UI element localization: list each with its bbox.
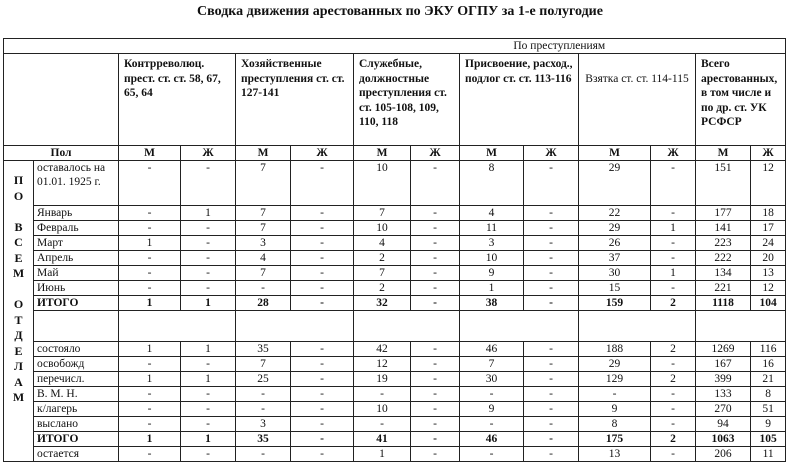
value-cell: - <box>524 417 579 432</box>
category-header: Служебные, должностные преступления ст. ст. 105-108, 109, 110, 118 <box>354 54 460 146</box>
blank-cell <box>696 311 786 342</box>
sex-f-header: Ж <box>524 146 579 161</box>
value-cell: 7 <box>236 161 291 206</box>
table-row <box>4 266 786 281</box>
value-cell: - <box>411 221 460 236</box>
value-cell: - <box>236 447 291 462</box>
value-cell: - <box>119 417 181 432</box>
value-cell: 10 <box>460 251 524 266</box>
value-cell: - <box>579 387 651 402</box>
value-cell: - <box>119 221 181 236</box>
table-row <box>4 402 786 417</box>
table-row <box>4 342 786 357</box>
value-cell: - <box>651 236 696 251</box>
value-cell: - <box>524 266 579 281</box>
blank-cell <box>236 311 354 342</box>
value-cell: 1 <box>651 221 696 236</box>
value-cell: - <box>651 447 696 462</box>
table-row <box>4 447 786 462</box>
value-cell: - <box>460 447 524 462</box>
value-cell: - <box>411 357 460 372</box>
value-cell: - <box>181 387 236 402</box>
blank-cell <box>119 311 236 342</box>
value-cell: - <box>411 372 460 387</box>
value-cell: 2 <box>354 251 411 266</box>
value-cell: - <box>291 402 354 417</box>
value-cell: 188 <box>579 342 651 357</box>
value-cell: - <box>411 161 460 206</box>
sex-m-header: М <box>354 146 411 161</box>
value-cell: - <box>181 221 236 236</box>
value-cell: 221 <box>696 281 751 296</box>
value-cell: 270 <box>696 402 751 417</box>
value-cell: - <box>651 402 696 417</box>
value-cell: 12 <box>354 357 411 372</box>
table-row <box>4 357 786 372</box>
value-cell: 9 <box>460 266 524 281</box>
value-cell: 8 <box>751 387 786 402</box>
side-letter <box>7 282 30 298</box>
value-cell: 1269 <box>696 342 751 357</box>
sex-f-header: Ж <box>411 146 460 161</box>
value-cell: - <box>181 236 236 251</box>
value-cell: 9 <box>751 417 786 432</box>
value-cell: 3 <box>236 236 291 251</box>
value-cell: 24 <box>751 236 786 251</box>
value-cell: 1 <box>354 447 411 462</box>
sex-f-header: Ж <box>291 146 354 161</box>
value-cell: 1 <box>181 342 236 357</box>
value-cell: - <box>524 236 579 251</box>
value-cell: 35 <box>236 342 291 357</box>
value-cell: 8 <box>579 417 651 432</box>
table-row <box>4 161 786 206</box>
value-cell: - <box>411 266 460 281</box>
value-cell: - <box>354 387 411 402</box>
value-cell: 3 <box>236 417 291 432</box>
value-cell: 7 <box>460 357 524 372</box>
value-cell: 11 <box>460 221 524 236</box>
value-cell: 116 <box>751 342 786 357</box>
value-cell: 10 <box>354 402 411 417</box>
value-cell: - <box>524 161 579 206</box>
side-letter: П <box>13 173 24 187</box>
value-cell: 2 <box>651 372 696 387</box>
value-cell: 1 <box>119 236 181 251</box>
value-cell: 20 <box>751 251 786 266</box>
side-label <box>4 161 34 462</box>
side-letter: О <box>13 297 24 311</box>
value-cell: 7 <box>236 266 291 281</box>
value-cell: - <box>181 402 236 417</box>
value-cell: - <box>524 402 579 417</box>
value-cell: - <box>411 281 460 296</box>
value-cell: 17 <box>751 221 786 236</box>
value-cell: - <box>119 387 181 402</box>
side-letter: Д <box>14 328 23 342</box>
value-cell: 206 <box>696 447 751 462</box>
value-cell: 141 <box>696 221 751 236</box>
value-cell: 35 <box>236 432 291 447</box>
value-cell: 10 <box>354 161 411 206</box>
row-label: перечисл. <box>34 372 119 387</box>
row-label: остается <box>34 447 119 462</box>
sex-m-header: М <box>579 146 651 161</box>
sex-f-header: Ж <box>751 146 786 161</box>
value-cell: - <box>411 387 460 402</box>
sex-f-header: Ж <box>181 146 236 161</box>
value-cell: 21 <box>751 372 786 387</box>
blank-cell <box>579 311 696 342</box>
category-header: Взятка ст. ст. 114-115 <box>579 54 696 146</box>
value-cell: - <box>651 281 696 296</box>
value-cell: - <box>524 206 579 221</box>
value-cell: - <box>411 447 460 462</box>
value-cell: - <box>524 387 579 402</box>
row-label: освобожд <box>34 357 119 372</box>
value-cell: 2 <box>651 432 696 447</box>
value-cell: - <box>181 417 236 432</box>
value-cell: 1 <box>119 432 181 447</box>
value-cell: - <box>291 221 354 236</box>
side-letter: О <box>13 188 24 203</box>
value-cell: 7 <box>354 266 411 281</box>
table-row <box>4 417 786 432</box>
value-cell: - <box>291 281 354 296</box>
value-cell: - <box>291 387 354 402</box>
sex-label: Пол <box>4 146 119 161</box>
value-cell: 2 <box>354 281 411 296</box>
value-cell: 10 <box>354 221 411 236</box>
value-cell: 9 <box>579 402 651 417</box>
table-row <box>4 206 786 221</box>
category-header: Присвоение, расход., подлог ст. ст. 113-116 <box>460 54 579 146</box>
value-cell: 175 <box>579 432 651 447</box>
value-cell: - <box>524 221 579 236</box>
value-cell: 18 <box>751 206 786 221</box>
side-letter: В <box>14 219 23 234</box>
value-cell: 133 <box>696 387 751 402</box>
value-cell: - <box>236 387 291 402</box>
table-row <box>4 236 786 251</box>
value-cell: 1 <box>181 206 236 221</box>
corner-cell <box>4 54 119 146</box>
value-cell: - <box>119 206 181 221</box>
value-cell: - <box>411 417 460 432</box>
value-cell: 1 <box>181 296 236 311</box>
sex-m-header: М <box>236 146 291 161</box>
row-label: ИТОГО <box>34 432 119 447</box>
value-cell: 1 <box>119 296 181 311</box>
value-cell: 41 <box>354 432 411 447</box>
value-cell: 104 <box>751 296 786 311</box>
value-cell: 9 <box>460 402 524 417</box>
row-label: ИТОГО <box>34 296 119 311</box>
value-cell: 129 <box>579 372 651 387</box>
value-cell: - <box>119 357 181 372</box>
value-cell: 1 <box>460 281 524 296</box>
value-cell: - <box>119 251 181 266</box>
value-cell: - <box>181 161 236 206</box>
value-cell: - <box>119 266 181 281</box>
value-cell: - <box>119 161 181 206</box>
value-cell: 29 <box>579 357 651 372</box>
value-cell: 22 <box>579 206 651 221</box>
value-cell: - <box>291 161 354 206</box>
value-cell: 223 <box>696 236 751 251</box>
value-cell: - <box>460 387 524 402</box>
side-letter: С <box>14 235 23 249</box>
value-cell: 2 <box>651 296 696 311</box>
value-cell: 37 <box>579 251 651 266</box>
value-cell: - <box>651 387 696 402</box>
value-cell: - <box>181 266 236 281</box>
value-cell: - <box>291 206 354 221</box>
value-cell: - <box>119 447 181 462</box>
value-cell: - <box>524 432 579 447</box>
value-cell: 7 <box>236 206 291 221</box>
blank-cell <box>460 311 579 342</box>
value-cell: 8 <box>460 161 524 206</box>
value-cell: - <box>411 342 460 357</box>
side-letter: Т <box>14 312 23 327</box>
row-label: выслано <box>34 417 119 432</box>
table-row <box>4 281 786 296</box>
value-cell: 2 <box>651 342 696 357</box>
value-cell: - <box>291 342 354 357</box>
value-cell: 1 <box>181 432 236 447</box>
sex-f-header: Ж <box>651 146 696 161</box>
table-row <box>4 221 786 236</box>
row-label: В. М. Н. <box>34 387 119 402</box>
value-cell: - <box>236 281 291 296</box>
value-cell: 19 <box>354 372 411 387</box>
value-cell: - <box>524 342 579 357</box>
value-cell: 7 <box>236 357 291 372</box>
value-cell: 94 <box>696 417 751 432</box>
value-cell: - <box>291 251 354 266</box>
value-cell: - <box>236 402 291 417</box>
table-row <box>4 296 786 311</box>
side-letter: Л <box>14 359 23 373</box>
value-cell: 167 <box>696 357 751 372</box>
value-cell: - <box>291 296 354 311</box>
value-cell: - <box>354 417 411 432</box>
value-cell: - <box>651 251 696 266</box>
table-row <box>4 251 786 266</box>
value-cell: - <box>119 281 181 296</box>
value-cell: 30 <box>579 266 651 281</box>
value-cell: 1 <box>651 266 696 281</box>
value-cell: 222 <box>696 251 751 266</box>
value-cell: 399 <box>696 372 751 387</box>
side-letter: А <box>14 374 23 389</box>
value-cell: - <box>524 296 579 311</box>
value-cell: 30 <box>460 372 524 387</box>
value-cell: - <box>291 432 354 447</box>
value-cell: 105 <box>751 432 786 447</box>
value-cell: - <box>119 402 181 417</box>
value-cell: 26 <box>579 236 651 251</box>
value-cell: 28 <box>236 296 291 311</box>
value-cell: - <box>651 417 696 432</box>
value-cell: - <box>411 402 460 417</box>
value-cell: 3 <box>460 236 524 251</box>
side-letter <box>7 204 30 220</box>
value-cell: 4 <box>460 206 524 221</box>
value-cell: 29 <box>579 161 651 206</box>
value-cell: - <box>411 432 460 447</box>
value-cell: - <box>291 357 354 372</box>
group-header: По преступлениям <box>4 39 786 54</box>
value-cell: 13 <box>751 266 786 281</box>
value-cell: - <box>291 372 354 387</box>
value-cell: 1063 <box>696 432 751 447</box>
value-cell: 1118 <box>696 296 751 311</box>
value-cell: - <box>291 236 354 251</box>
value-cell: 29 <box>579 221 651 236</box>
row-label: Март <box>34 236 119 251</box>
value-cell: - <box>460 417 524 432</box>
blank-cell <box>34 311 119 342</box>
row-label: Февраль <box>34 221 119 236</box>
row-label: Май <box>34 266 119 281</box>
value-cell: - <box>524 357 579 372</box>
row-label: состояло <box>34 342 119 357</box>
value-cell: 15 <box>579 281 651 296</box>
document-title: Сводка движения арестованных по ЭКУ ОГПУ за 1-е полугодие <box>197 4 603 19</box>
value-cell: - <box>291 417 354 432</box>
side-letter: М <box>12 390 25 404</box>
value-cell: - <box>524 372 579 387</box>
value-cell: - <box>524 447 579 462</box>
value-cell: - <box>524 281 579 296</box>
value-cell: 1 <box>181 372 236 387</box>
value-cell: 25 <box>236 372 291 387</box>
value-cell: - <box>181 357 236 372</box>
category-header: Контрреволюц. прест. ст. ст. 58, 67, 65, 64 <box>119 54 236 146</box>
side-letter: Е <box>14 250 23 265</box>
value-cell: 13 <box>579 447 651 462</box>
row-label: Апрель <box>34 251 119 266</box>
value-cell: - <box>524 251 579 266</box>
value-cell: 32 <box>354 296 411 311</box>
value-cell: 7 <box>354 206 411 221</box>
row-label: к/лагерь <box>34 402 119 417</box>
value-cell: 177 <box>696 206 751 221</box>
value-cell: 38 <box>460 296 524 311</box>
value-cell: 46 <box>460 342 524 357</box>
value-cell: 51 <box>751 402 786 417</box>
sex-m-header: М <box>119 146 181 161</box>
value-cell: - <box>181 281 236 296</box>
sex-m-header: М <box>460 146 524 161</box>
table-row <box>4 387 786 402</box>
sex-m-header: М <box>696 146 751 161</box>
value-cell: - <box>411 296 460 311</box>
arrests-table <box>3 38 786 462</box>
value-cell: 12 <box>751 281 786 296</box>
value-cell: 4 <box>354 236 411 251</box>
value-cell: - <box>291 447 354 462</box>
value-cell: - <box>411 206 460 221</box>
value-cell: 12 <box>751 161 786 206</box>
category-header: Всего арестованных, в том числе и по др. ст. УК РСФСР <box>696 54 786 146</box>
value-cell: 4 <box>236 251 291 266</box>
value-cell: 1 <box>119 372 181 387</box>
value-cell: - <box>411 236 460 251</box>
value-cell: 7 <box>236 221 291 236</box>
blank-row <box>4 311 786 342</box>
value-cell: - <box>651 161 696 206</box>
table-row <box>4 372 786 387</box>
value-cell: - <box>181 447 236 462</box>
table-row <box>4 432 786 447</box>
row-label: Январь <box>34 206 119 221</box>
side-letter: Е <box>14 343 23 358</box>
blank-cell <box>354 311 460 342</box>
value-cell: 151 <box>696 161 751 206</box>
value-cell: - <box>651 357 696 372</box>
value-cell: 159 <box>579 296 651 311</box>
value-cell: 1 <box>119 342 181 357</box>
value-cell: - <box>411 251 460 266</box>
value-cell: 134 <box>696 266 751 281</box>
row-label: оставалось на 01.01. 1925 г. <box>34 161 119 206</box>
row-label: Июнь <box>34 281 119 296</box>
value-cell: 11 <box>751 447 786 462</box>
value-cell: - <box>291 266 354 281</box>
value-cell: 46 <box>460 432 524 447</box>
value-cell: 42 <box>354 342 411 357</box>
value-cell: 16 <box>751 357 786 372</box>
value-cell: - <box>181 251 236 266</box>
side-letter: М <box>12 266 25 280</box>
category-header: Хозяйственные преступления ст. ст. 127-141 <box>236 54 354 146</box>
value-cell: - <box>651 206 696 221</box>
